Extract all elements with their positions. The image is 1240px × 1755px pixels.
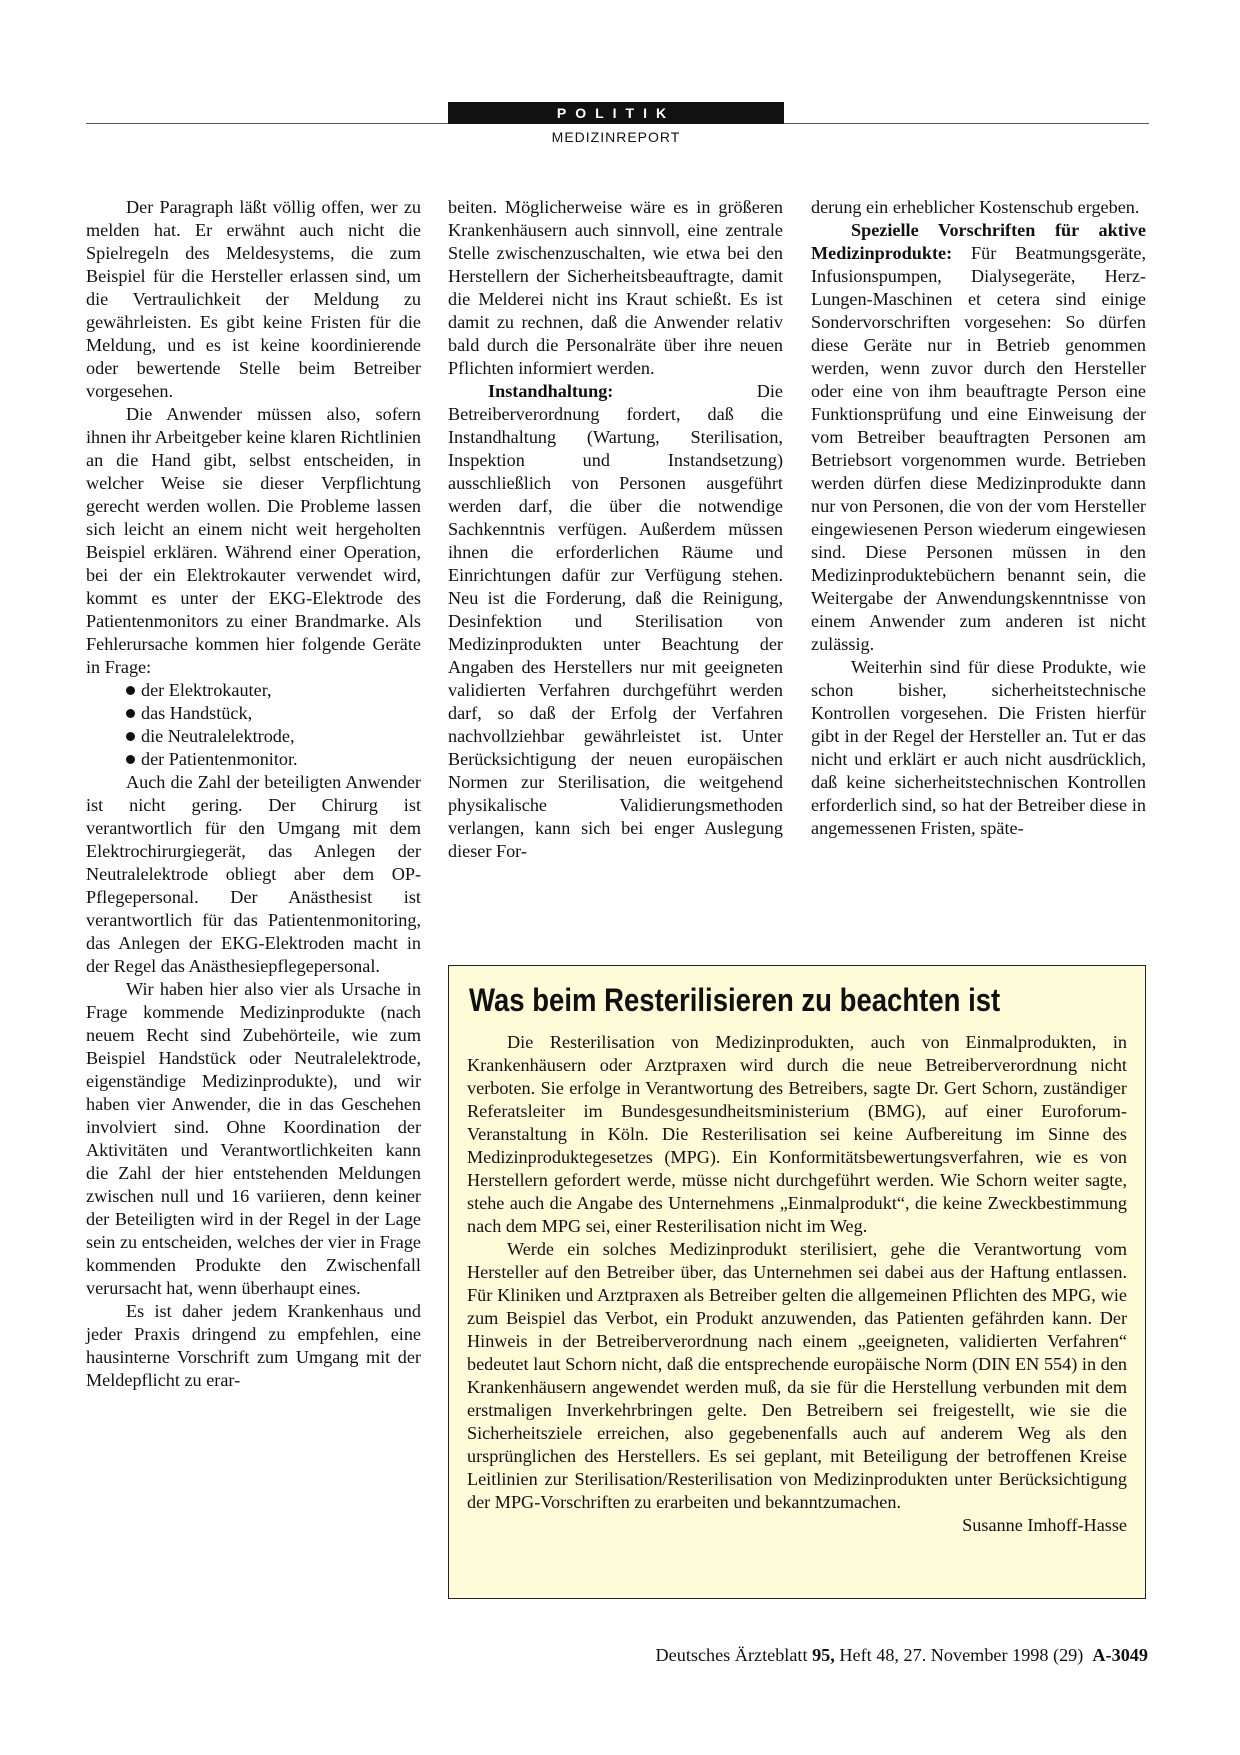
list-item: die Neutralelektrode,: [126, 725, 421, 748]
col1-paragraph-3: Auch die Zahl der beteiligten Anwender ist nicht gering. Der Chirurg ist verantwortlich für den Umgang mit dem Elektrochirurgiegerät, das Anlegen der Neutralelektrode obliegt aber dem OP-Pflegepersonal. Der Anästhesist ist verantwortlich für das Patientenmonitoring, das Anlegen der EKG-Elektroden macht in der Regel das Anästhesiepflegepersonal.: [86, 772, 421, 976]
bullet-icon: [126, 686, 135, 695]
col1-paragraph-4: Wir haben hier also vier als Ursache in Frage kommende Medizinprodukte (nach neuem Recht sind Zubehörteile, wie zum Beispiel Handstück oder Neutralelektrode, eigenständige Medizinprodukte), und wir haben vier Anwender, die in das Geschehen involviert sind. Ohne Koordination der Aktivitäten und Verantwortlichkeiten kann die Zahl der hier entstehenden Meldungen zwischen null und 16 variieren, denn keiner der Beteiligten wird in der Regel in der Lage sein zu entscheiden, welches der vier in Frage kommenden Produkte den Zwischenfall verursacht hat, wenn überhaupt eines.: [86, 979, 421, 1298]
section-label: POLITIK: [448, 102, 784, 124]
col2-paragraph-1: beiten. Möglicherweise wäre es in größeren Krankenhäusern auch sinnvoll, eine zentrale Stelle zwischenzuschalten, wie etwa bei den Herstellern der Sicherheitsbeauftragte, damit die Melderei nicht ins Kraut schießt. Es ist damit zu rechnen, daß die Anwender relativ bald durch die Personalräte über ihre neuen Pflichten informiert werden.: [448, 197, 783, 378]
col3-paragraph-2: Spezielle Vorschriften für aktive Medizinprodukte: Für Beatmungsgeräte, Infusionspumpen, Dialysegeräte, Herz-Lungen-Maschinen et cetera sind einige Sondervorschriften vorgesehen: So dürfen diese Geräte nur in Betrieb genommen werden, wenn zuvor durch den Hersteller oder eine von ihm beauftragte Person eine Funktionsprüfung und eine Einweisung der vom Betreiber beauftragten Personen am Betriebsort vorgenommen wurde. Betrieben werden dürfen diese Medizinprodukte dann nur von Personen, die von der vom Hersteller eingewiesenen Person wiederum eingewiesen sind. Diese Personen müssen in den Medizinproduktebüchern benannt sein, die Weitergabe der Anwendungskenntnisse von einem Anwender zum anderen ist nicht zulässig.: [811, 220, 1146, 654]
sidebar-paragraph-1: Die Resterilisation von Medizinprodukten, auch von Einmalprodukten, in Krankenhäusern oder Arztpraxen wird durch die neue Betreiberverordnung nicht verboten. Sie erfolge in Verantwortung des Betreibers, sagte Dr. Gert Schorn, zuständiger Referatsleiter im Bundesgesundheitsministerium (BMG), auf einer Euroforum-Veranstaltung in Köln. Die Resterilisation sei keine Aufbereitung im Sinne des Medizinproduktegesetzes (MPG). Ein Konformitätsbewertungsverfahren, wie es von Herstellern gefordert werde, müsse nicht durchgeführt werden. Wie Schorn weiter sagte, stehe auch die Angabe des Unternehmens „Einmalprodukt“, die keine Zweckbestimmung nach dem MPG sei, einer Resterilisation nicht im Weg.: [467, 1032, 1127, 1236]
page-footer: [500, 1644, 1148, 1667]
sidebar-body: [467, 1031, 1127, 1537]
bullet-icon: [126, 755, 135, 764]
subheading-instandhaltung: Instandhaltung:: [488, 381, 614, 401]
column-1: [86, 196, 421, 1392]
col1-paragraph-2: Die Anwender müssen also, sofern ihnen ihr Arbeitgeber keine klaren Richtlinien an die Hand gibt, selbst entscheiden, in welcher Weise sie dieser Verpflichtung gerecht werden wollen. Die Probleme lassen sich leicht an einem nicht weit hergeholten Beispiel erklären. Während einer Operation, bei der ein Elektrokauter verwendet wird, kommt es unter der EKG-Elektrode des Patientenmonitors zu einer Brandmarke. Als Fehlerursache kommen hier folgende Geräte in Frage:: [86, 404, 421, 677]
subsection-label: MEDIZINREPORT: [551, 129, 681, 145]
sidebar-title: Was beim Resterilisieren zu beachten ist: [469, 982, 1001, 1018]
footer-journal: Deutsches Ärzteblatt: [655, 1645, 808, 1665]
list-item: das Handstück,: [126, 702, 421, 725]
footer-issue: Heft 48, 27. November 1998 (29): [839, 1645, 1084, 1665]
col3-paragraph-3: Weiterhin sind für diese Produkte, wie schon bisher, sicherheitstechnische Kontrollen vorgesehen. Die Fristen hierfür gibt in der Regel der Hersteller an. Tut er das nicht und erklärt er auch nicht ausdrücklich, daß keine sicherheitstechnischen Kontrollen erforderlich sind, so hat der Betreiber diese in angemessenen Fristen, späte-: [811, 657, 1146, 838]
col3-paragraph-1: derung ein erheblicher Kostenschub ergeben.: [811, 197, 1140, 217]
bullet-icon: [126, 732, 135, 741]
sidebar-box: [448, 965, 1146, 1599]
sidebar-author: Susanne Imhoff-Hasse: [962, 1515, 1127, 1535]
column-3: [811, 196, 1146, 840]
footer-volume: 95,: [812, 1645, 835, 1665]
footer-page-number: A-3049: [1092, 1645, 1148, 1665]
subheading-aktive-medizinprodukte: Spezielle Vorschriften für aktive Medizinprodukte:: [811, 220, 1146, 263]
col1-paragraph-1: Der Paragraph läßt völlig offen, wer zu melden hat. Er erwähnt auch nicht die Spielregeln des Meldesystems, die zum Beispiel für die Hersteller erlassen sind, um die Vertraulichkeit der Meldung zu gewährleisten. Es gibt keine Fristen für die Meldung, und es ist keine koordinierende oder bewertende Stelle beim Betreiber vorgesehen.: [86, 197, 421, 401]
col2-paragraph-2: Instandhaltung: Die Betreiberverordnung fordert, daß die Instandhaltung (Wartung, Sterilisation, Inspektion und Instandsetzung) ausschließlich von Personen ausgeführt werden darf, die über die notwendige Sachkenntnis verfügen. Außerdem müssen ihnen die erforderlichen Räume und Einrichtungen dafür zur Verfügung stehen. Neu ist die Forderung, daß die Reinigung, Desinfektion und Sterilisation von Medizinprodukten unter Beachtung der Angaben des Herstellers nur mit geeigneten validierten Verfahren durchgeführt werden darf, so daß der Erfolg der Verfahren nachvollziehbar gewährleistet ist. Unter Berücksichtigung der neuen europäischen Normen zur Sterilisation, die weitgehend physikalische Validierungsmethoden verlangen, kann sich bei enger Auslegung dieser For-: [448, 381, 783, 861]
list-item: der Patientenmonitor.: [126, 748, 421, 771]
sidebar-paragraph-2: Werde ein solches Medizinprodukt sterilisiert, gehe die Verantwortung vom Hersteller auf den Betreiber über, das Unternehmen sei dabei aus der Haftung entlassen. Für Kliniken und Arztpraxen als Betreiber gelten die allgemeinen Pflichten des MPG, wie zum Beispiel das Verbot, ein Produkt anzuwenden, das Patienten gefährden kann. Der Hinweis in der Betreiberverordnung nach einem „geeigneten, validierten Verfahren“ bedeutet laut Schorn nicht, daß die entsprechende europäische Norm (DIN EN 554) in den Krankenhäusern angewendet werden muß, da sie für die Herstellung verbunden mit dem erstmaligen Inverkehrbringen gelte. Den Betreibern sei freigestellt, wie sie die Sicherheitsziele erreichen, also gegebenenfalls auch auf anderem Weg als den ursprünglichen des Herstellers. Es sei geplant, mit Beteiligung der betroffenen Kreise Leitlinien zur Sterilisation/Resterilisation von Medizinprodukten unter Berücksichtigung der MPG-Vorschriften zu erarbeiten und bekanntzumachen.: [467, 1239, 1127, 1512]
column-2: [448, 196, 783, 863]
list-item: der Elektrokauter,: [126, 679, 421, 702]
bullet-icon: [126, 709, 135, 718]
col1-paragraph-5: Es ist daher jedem Krankenhaus und jeder Praxis dringend zu empfehlen, eine hausinterne Vorschrift zum Umgang mit der Meldepflicht zu erar-: [86, 1301, 421, 1390]
device-list: [86, 679, 421, 771]
